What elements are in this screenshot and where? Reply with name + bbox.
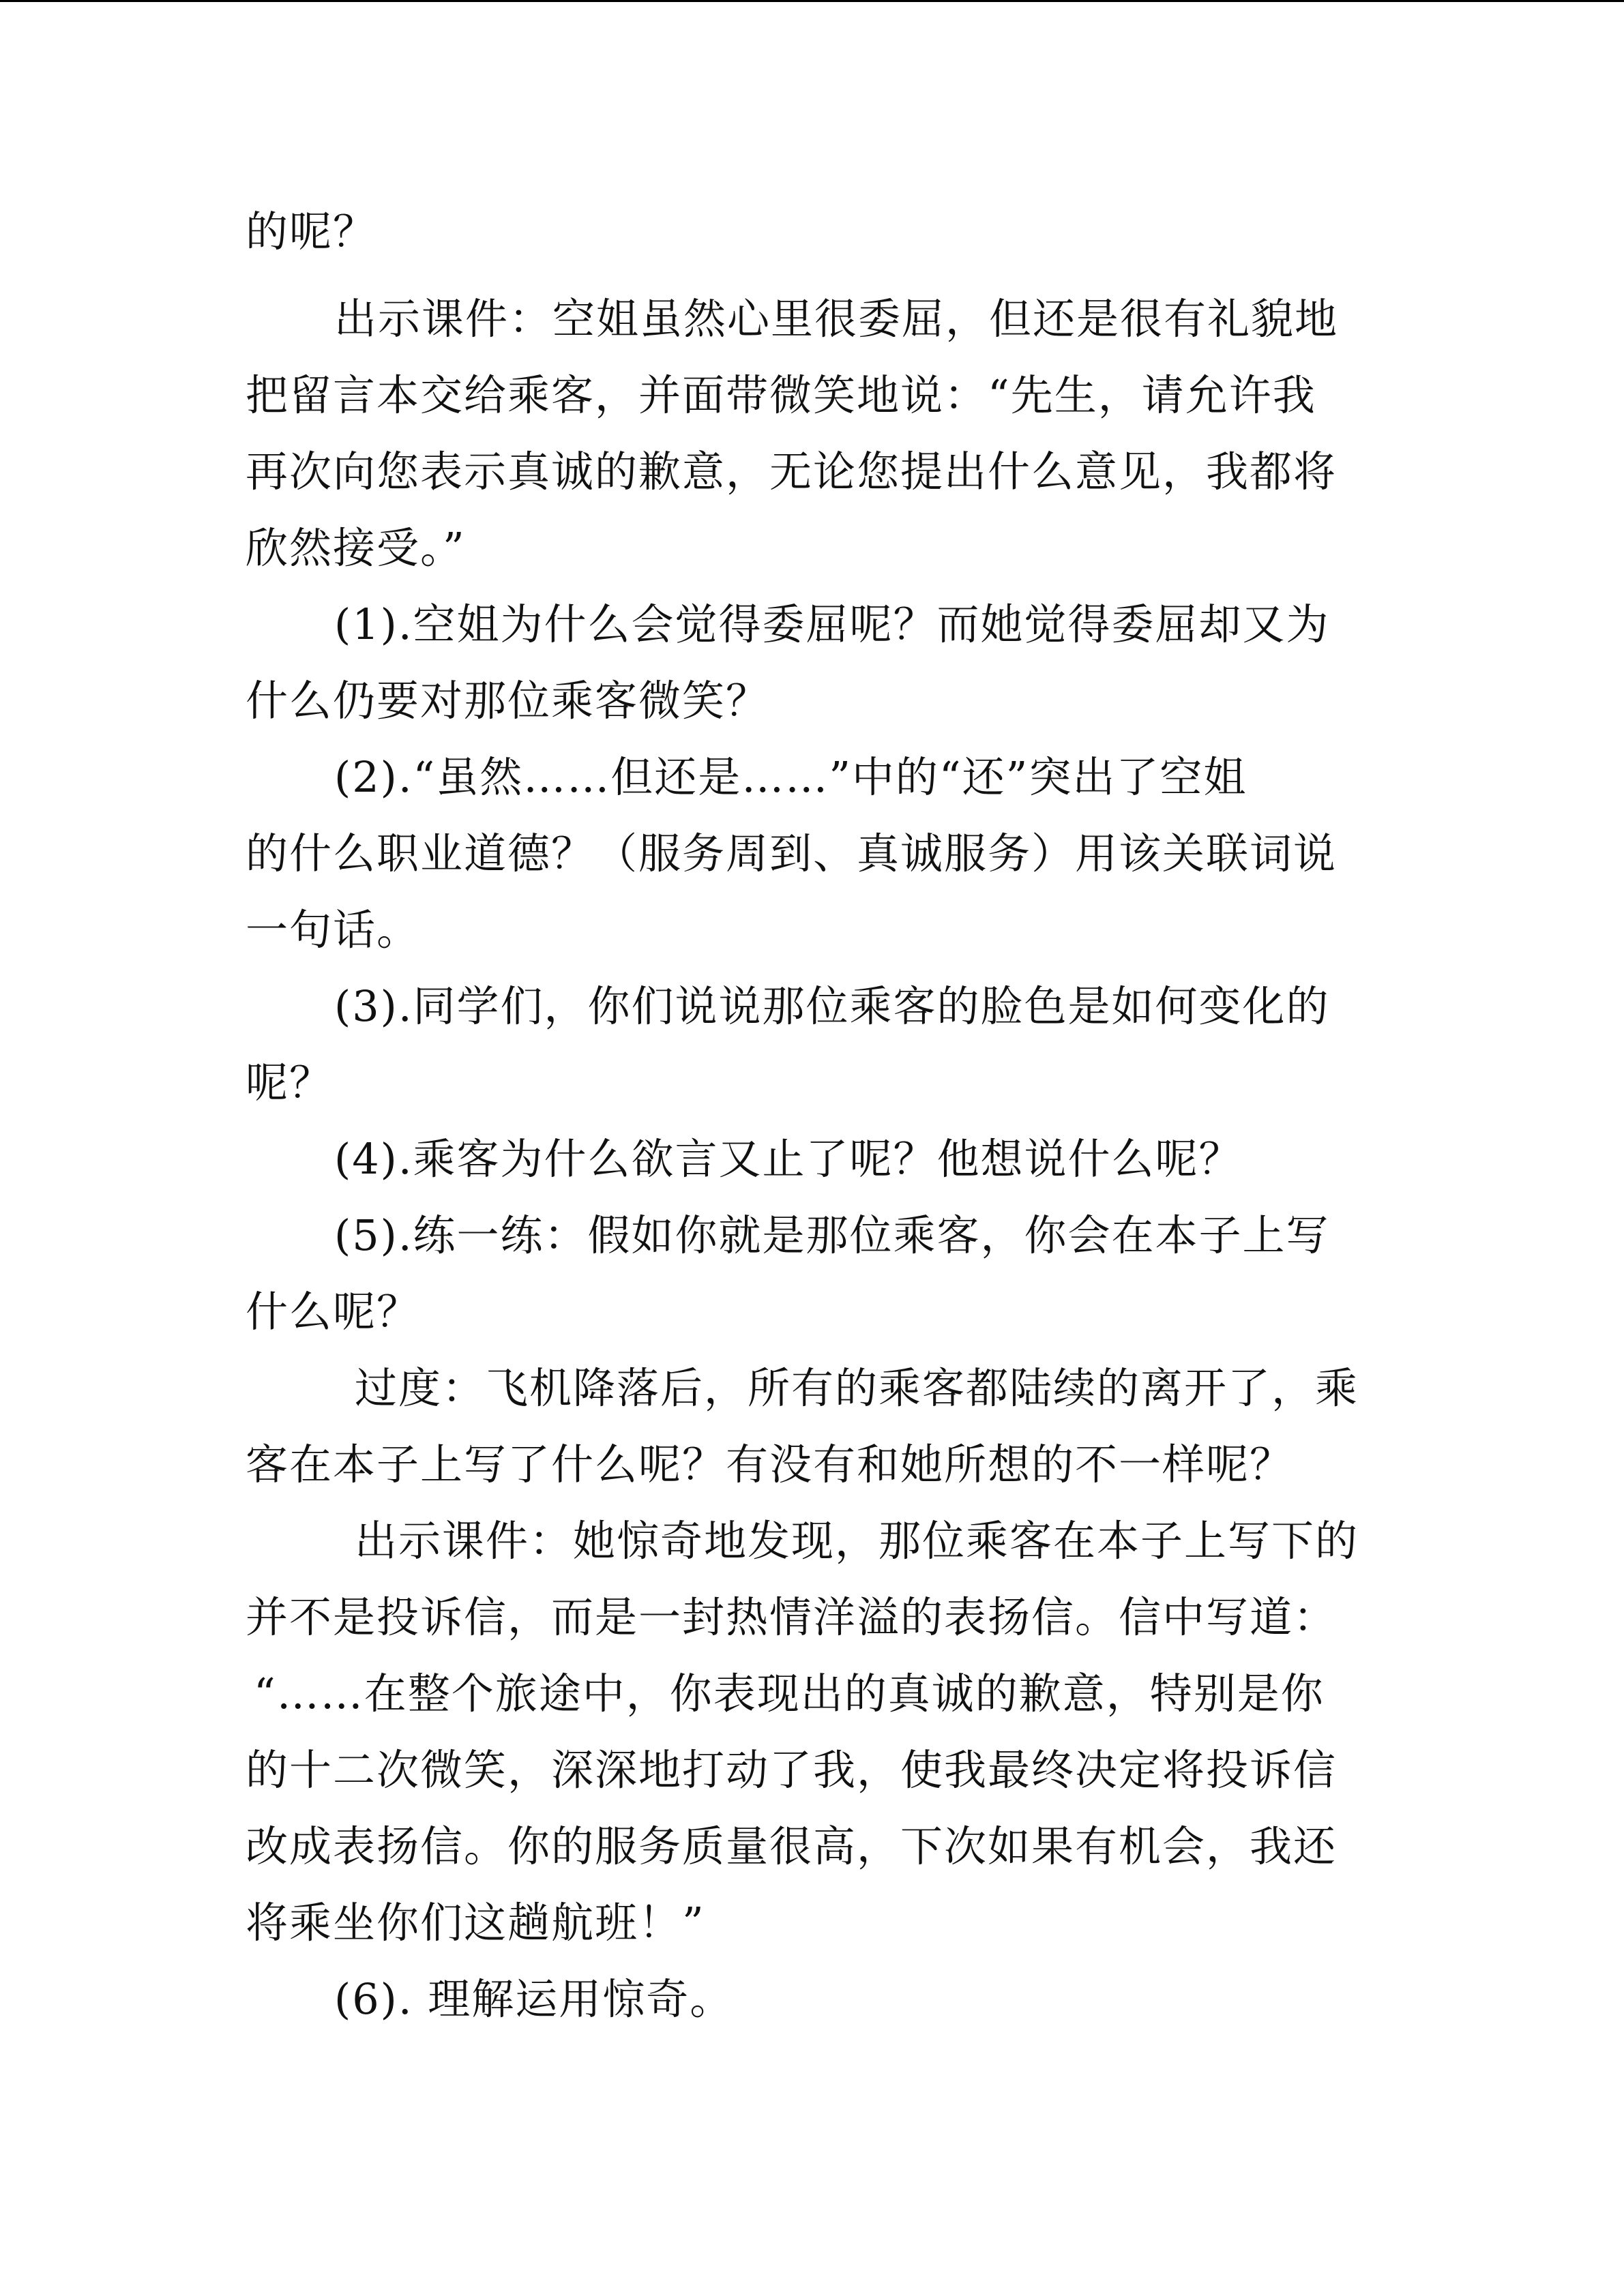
text-line: (4).乘客为什么欲言又止了呢？他想说什么呢？ (334, 1134, 1243, 1184)
top-border-line (0, 0, 1624, 2)
text-line: 并不是投诉信，而是一封热情洋溢的表扬信。信中写道： (246, 1592, 1338, 1642)
text-line: 一句话。 (246, 905, 421, 955)
text-line: 出示课件：她惊奇地发现，那位乘客在本子上写下的 (355, 1516, 1359, 1566)
text-line: 的十二次微笑，深深地打动了我，使我最终决定将投诉信 (246, 1745, 1338, 1795)
text-line: 把留言本交给乘客，并面带微笑地说：“先生，请允许我 (246, 370, 1316, 420)
text-line: 改成表扬信。你的服务质量很高，下次如果有机会，我还 (246, 1821, 1338, 1871)
text-line: 出示课件：空姐虽然心里很委屈，但还是很有礼貌地 (334, 294, 1339, 344)
text-line: 的什么职业道德？（服务周到、真诚服务）用该关联词说 (246, 829, 1338, 878)
text-line: 客在本子上写了什么呢？有没有和她所想的不一样呢？ (246, 1440, 1294, 1489)
text-line: 什么呢？ (246, 1287, 421, 1337)
text-line: 欣然接受。” (246, 523, 466, 573)
text-line: 呢？ (246, 1058, 334, 1107)
text-line: 的呢？ (246, 207, 377, 256)
text-line: (3).同学们，你们说说那位乘客的脸色是如何变化的 (334, 981, 1330, 1031)
text-line: 再次向您表示真诚的歉意，无论您提出什么意见，我都将 (246, 447, 1338, 496)
text-line: 什么仍要对那位乘客微笑？ (246, 676, 770, 726)
text-line: (2).“虽然……但还是……”中的“还”突出了空姐 (334, 752, 1247, 802)
text-line: 将乘坐你们这趟航班！” (246, 1898, 705, 1948)
text-line: (1).空姐为什么会觉得委屈呢？而她觉得委屈却又为 (334, 599, 1330, 649)
text-line: 过度：飞机降落后，所有的乘客都陆续的离开了，乘 (355, 1363, 1359, 1413)
text-line: (5).练一练：假如你就是那位乘客，你会在本子上写 (334, 1210, 1330, 1260)
text-line: “……在整个旅途中，你表现出的真诚的歉意，特别是你 (254, 1669, 1325, 1718)
text-line: (6). 理解运用惊奇。 (334, 1974, 734, 2024)
